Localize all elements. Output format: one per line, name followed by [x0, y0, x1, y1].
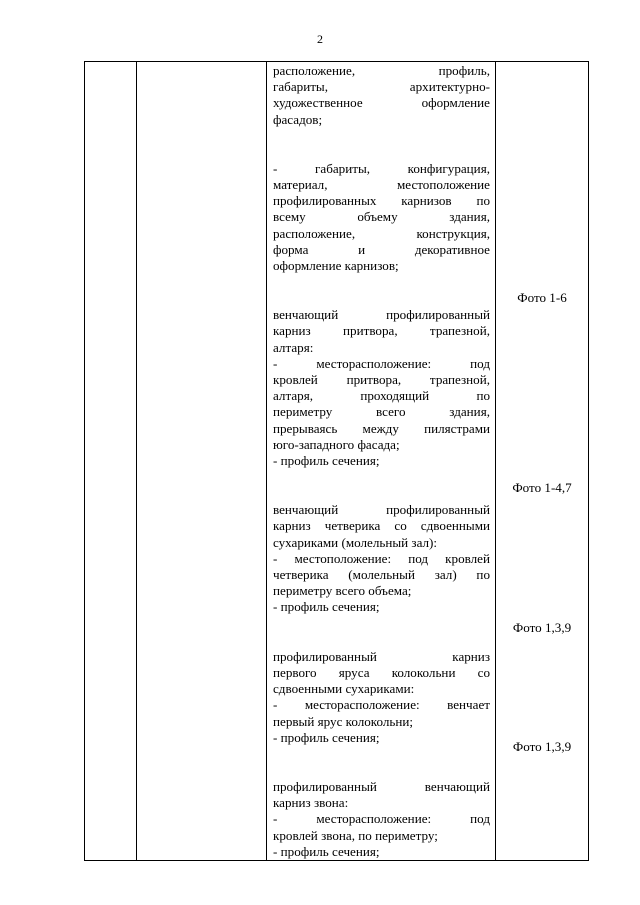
text-line: - месторасположение: венчает — [273, 697, 490, 713]
photo-reference: Фото 1,3,9 — [512, 620, 572, 635]
text-line: профилированный карниз — [273, 648, 490, 664]
page-number: 2 — [317, 32, 323, 46]
text-line: алтаря: — [273, 339, 314, 355]
text-line: всему объему здания, — [273, 209, 490, 225]
description-block-cornices — [273, 161, 490, 274]
text-line: кровлей притвора, трапезной, — [273, 372, 490, 388]
text-line: алтаря, проходящий по — [273, 388, 490, 404]
photo-reference: Фото 1-4,7 — [512, 480, 572, 495]
table-row — [85, 62, 589, 861]
text-line: карниз четверика со сдвоенными — [273, 518, 490, 534]
table-cell-description — [267, 62, 496, 861]
text-line: кровлей звона, по периметру; — [273, 827, 438, 843]
text-line: - месторасположение: под — [273, 355, 490, 371]
text-line: габариты, архитектурно- — [273, 79, 490, 95]
text-line: периметру всего здания, — [273, 404, 490, 420]
text-line: - профиль сечения; — [273, 729, 380, 745]
table-cell-object — [137, 62, 267, 861]
text-line: - местоположение: под кровлей — [273, 550, 490, 566]
text-line: сдвоенными сухариками: — [273, 681, 415, 697]
text-line: - габариты, конфигурация, — [273, 160, 490, 176]
text-line: оформление карнизов; — [273, 258, 399, 274]
text-line: расположение, профиль, — [273, 63, 490, 78]
text-line: фасадов; — [273, 111, 323, 127]
text-line: первого яруса колокольни со — [273, 664, 490, 680]
text-line: материал, местоположение — [273, 177, 490, 193]
description-block-porch-cornice — [273, 307, 490, 469]
description-block-facades — [273, 63, 490, 128]
description-block-belfry-cornice — [273, 779, 490, 860]
photo-reference: Фото 1,3,9 — [512, 739, 572, 754]
text-line: - профиль сечения; — [273, 843, 380, 859]
text-line: расположение, конструкция, — [273, 225, 490, 241]
text-line: - профиль сечения; — [273, 599, 380, 615]
text-line: периметру всего объема; — [273, 583, 412, 599]
text-line: венчающий профилированный — [273, 502, 490, 518]
text-line: - месторасположение: под — [273, 811, 490, 827]
document-table — [84, 61, 589, 861]
text-line: юго-западного фасада; — [273, 436, 400, 452]
text-line: карниз притвора, трапезной, — [273, 323, 490, 339]
text-line: четверика (молельный зал) по — [273, 567, 490, 583]
text-line: первый ярус колокольни; — [273, 713, 414, 729]
text-line: - профиль сечения; — [273, 453, 380, 469]
photo-reference: Фото 1-6 — [517, 290, 567, 305]
text-line: профилированных карнизов по — [273, 193, 490, 209]
description-block-bell-tower-cornice — [273, 649, 490, 746]
table-cell-number — [85, 62, 137, 861]
text-line: форма и декоративное — [273, 241, 490, 257]
text-line: прерываясь между пилястрами — [273, 420, 490, 436]
description-block-quadrangle-cornice — [273, 502, 490, 615]
table-cell-photos — [496, 62, 589, 861]
text-line: профилированный венчающий — [273, 778, 490, 794]
text-line: сухариками (молельный зал): — [273, 534, 438, 550]
text-line: венчающий профилированный — [273, 307, 490, 323]
text-line: карниз звона: — [273, 795, 349, 811]
text-line: художественное оформление — [273, 95, 490, 111]
